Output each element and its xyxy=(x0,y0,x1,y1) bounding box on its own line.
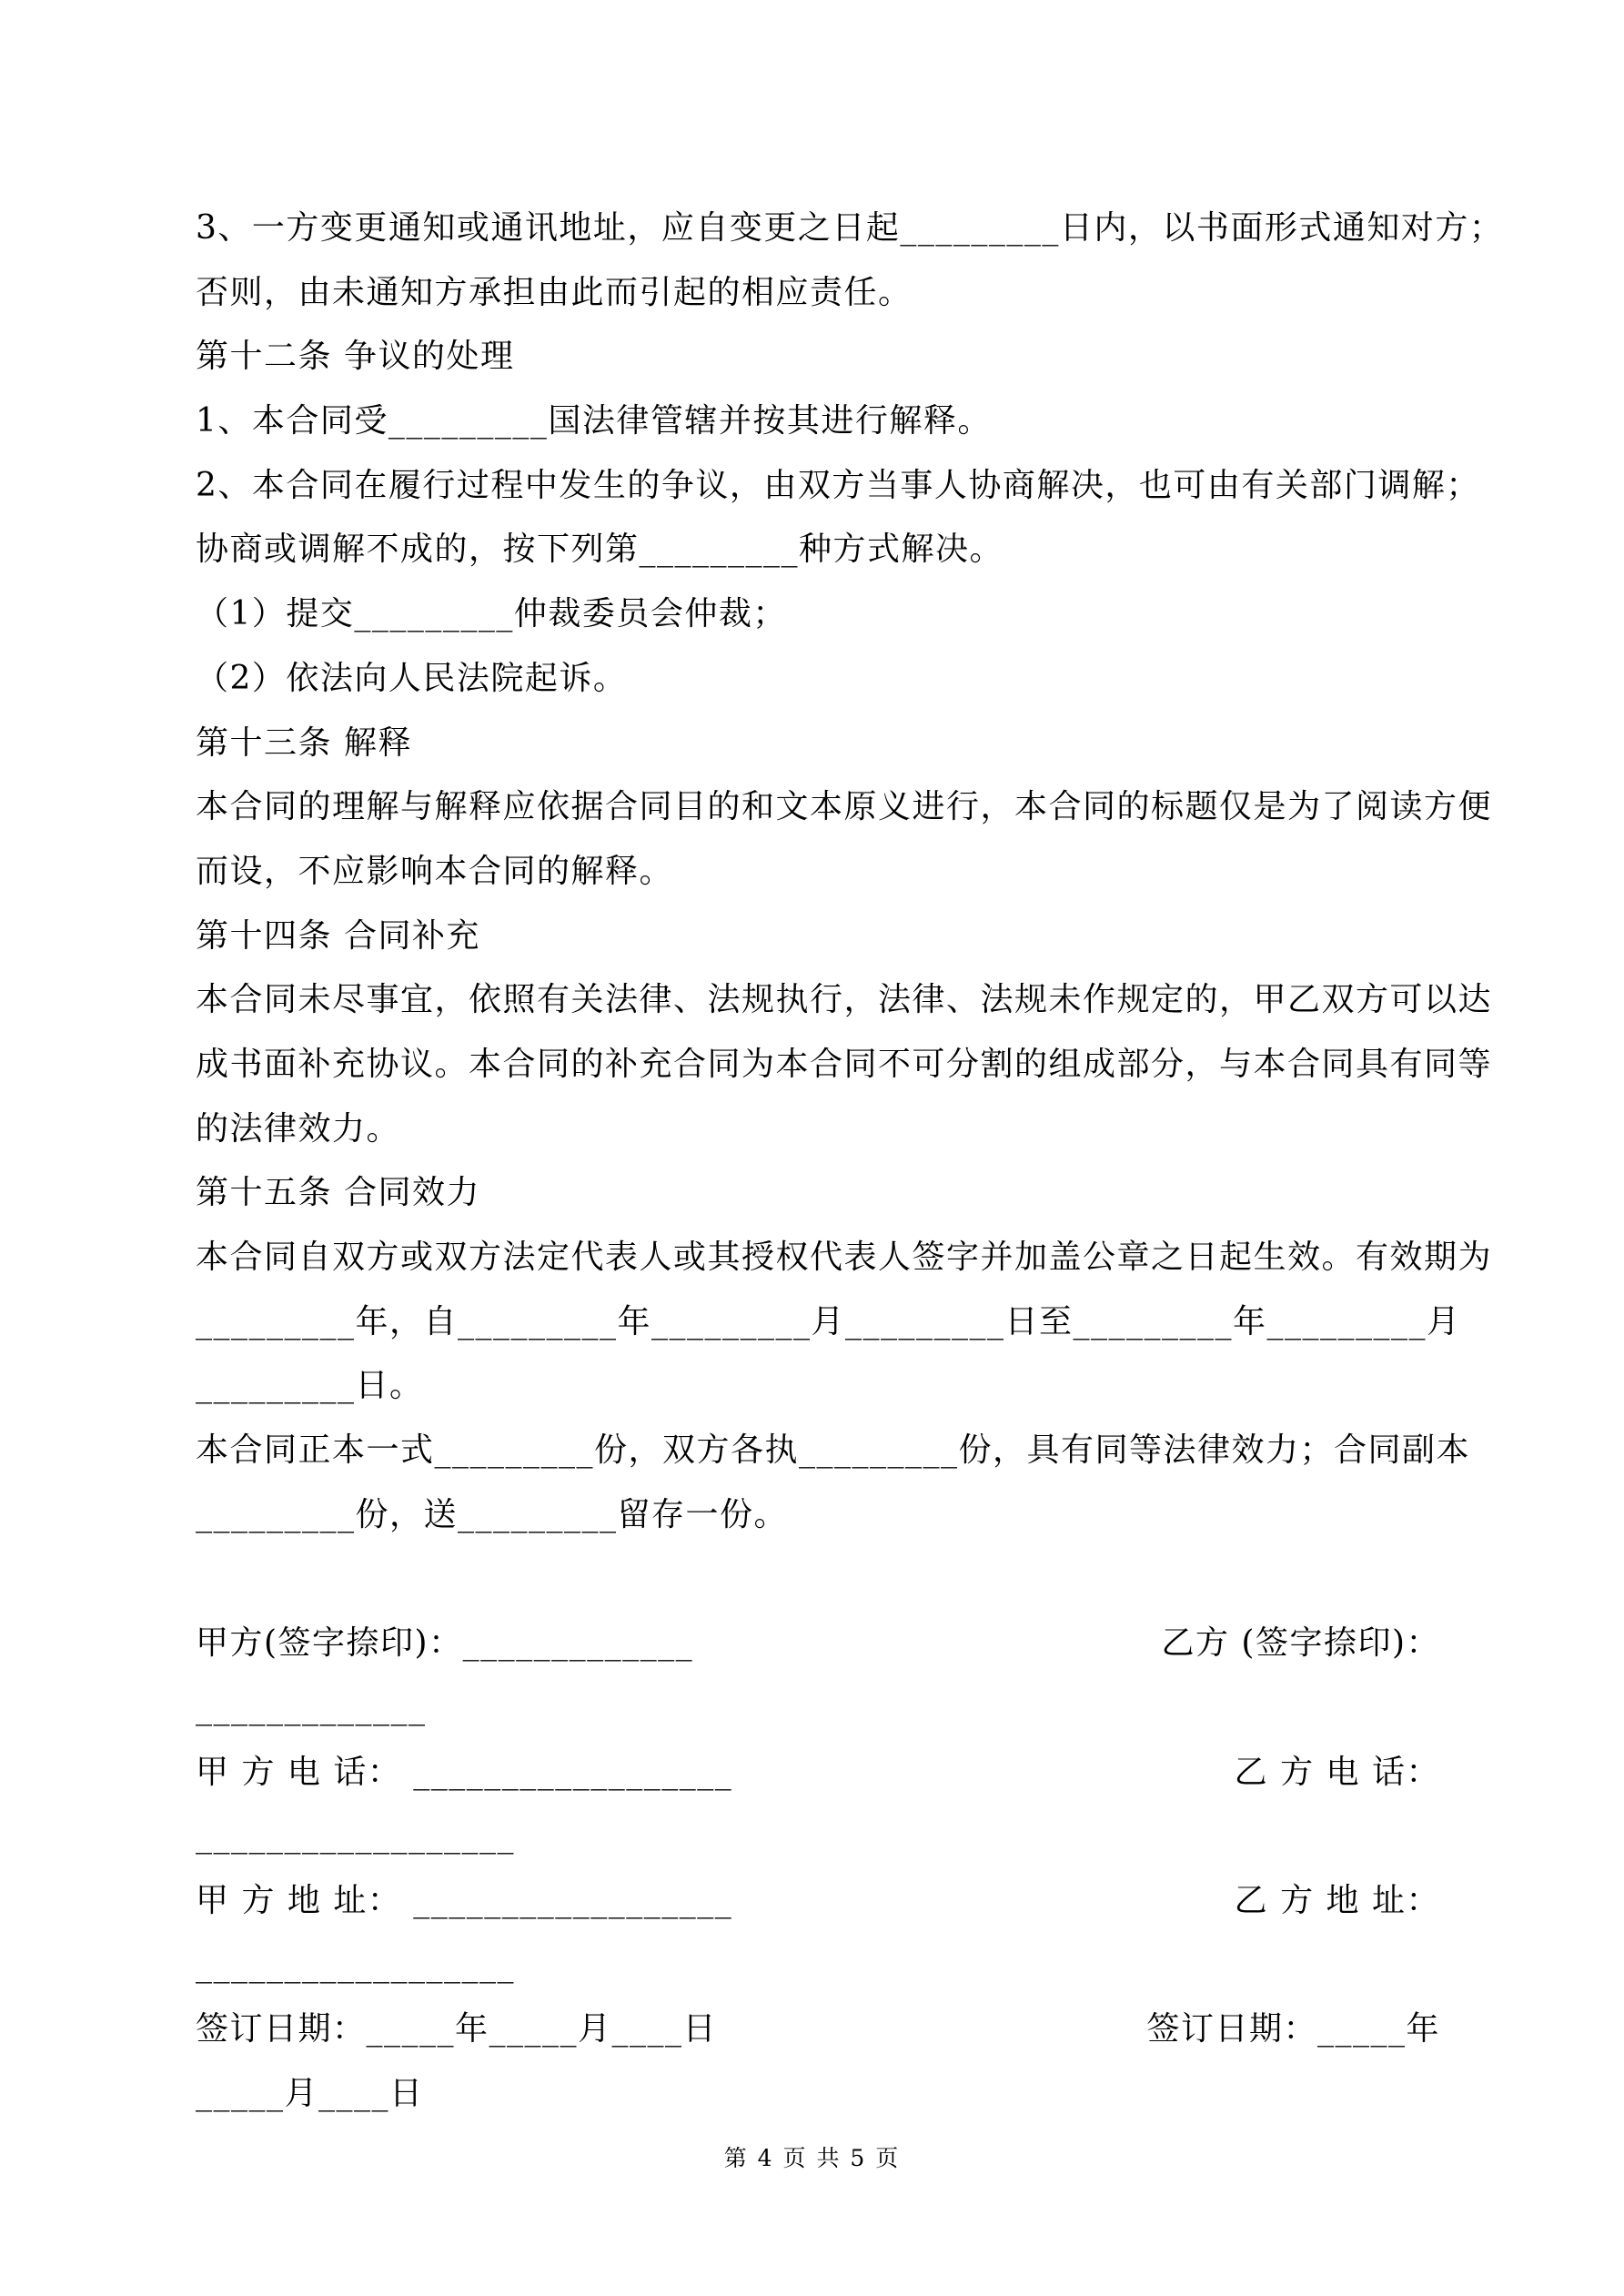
text-line: __________________ xyxy=(196,1946,515,1984)
text-line: 第十四条 合同补充 xyxy=(196,916,480,955)
party-b-field: 乙 方 地 址： xyxy=(1234,1881,1440,1919)
text-line: _________年，自_________年_________月_________日至_________年_________月 xyxy=(196,1302,1461,1340)
text-line: 第十五条 合同效力 xyxy=(196,1174,480,1212)
party-b-field: 签订日期：_____年 xyxy=(1146,2010,1440,2048)
text-line: 本合同未尽事宜，依照有关法律、法规执行，法律、法规未作规定的，甲乙双方可以达 xyxy=(196,981,1493,1019)
party-a-field: 签订日期：_____年_____月____日 xyxy=(196,2010,718,2048)
text-line: 否则，由未通知方承担由此而引起的相应责任。 xyxy=(196,273,913,311)
contract-body xyxy=(196,197,1504,2127)
text-line: __________________ xyxy=(196,1817,515,1856)
text-line: 而设，不应影响本合同的解释。 xyxy=(196,852,674,890)
text-line: 协商或调解不成的，按下列第_________种方式解决。 xyxy=(196,531,1004,569)
text-line: （1）提交_________仲裁委员会仲裁； xyxy=(196,595,787,633)
text-line: 1、本合同受_________国法律管辖并按其进行解释。 xyxy=(196,402,992,440)
party-b-field: 乙方 (签字捺印)： xyxy=(1161,1624,1440,1663)
party-a-field: 甲方(签字捺印)：_____________ xyxy=(196,1624,694,1663)
text-line: _________日。 xyxy=(196,1367,424,1405)
signature-row xyxy=(196,1869,1440,1934)
blank-line xyxy=(196,1547,1440,1612)
party-a-field: 甲 方 电 话： __________________ xyxy=(196,1753,733,1791)
text-line: 本合同的理解与解释应依据合同目的和文本原义进行，本合同的标题仅是为了阅读方便 xyxy=(196,788,1493,826)
page-number: 第 4 页 共 5 页 xyxy=(723,2145,901,2171)
signature-row xyxy=(196,1741,1440,1805)
text-line: （2）依法向人民法院起诉。 xyxy=(196,659,628,697)
signature-row xyxy=(196,1612,1440,1676)
text-line: _________份，送_________留存一份。 xyxy=(196,1495,789,1533)
text-line: 本合同正本一式_________份，双方各执_________份，具有同等法律效力；合同副本 xyxy=(196,1431,1471,1470)
text-line: 的法律效力。 xyxy=(196,1109,401,1148)
text-line: _____月____日 xyxy=(196,2074,424,2112)
text-line: 2、本合同在履行过程中发生的争议，由双方当事人协商解决，也可由有关部门调解； xyxy=(196,466,1480,504)
text-line: _____________ xyxy=(196,1688,427,1726)
signature-row xyxy=(196,1998,1440,2062)
text-line: 3、一方变更通知或通讯地址，应自变更之日起_________日内，以书面形式通知对方； xyxy=(196,209,1504,247)
text-line: 成书面补充协议。本合同的补充合同为本合同不可分割的组成部分，与本合同具有同等 xyxy=(196,1045,1493,1083)
text-line: 第十三条 解释 xyxy=(196,723,412,762)
text-line: 本合同自双方或双方法定代表人或其授权代表人签字并加盖公章之日起生效。有效期为 xyxy=(196,1239,1493,1276)
party-b-field: 乙 方 电 话： xyxy=(1234,1753,1440,1791)
party-a-field: 甲 方 地 址： __________________ xyxy=(196,1881,733,1919)
text-line: 第十二条 争议的处理 xyxy=(196,338,515,376)
